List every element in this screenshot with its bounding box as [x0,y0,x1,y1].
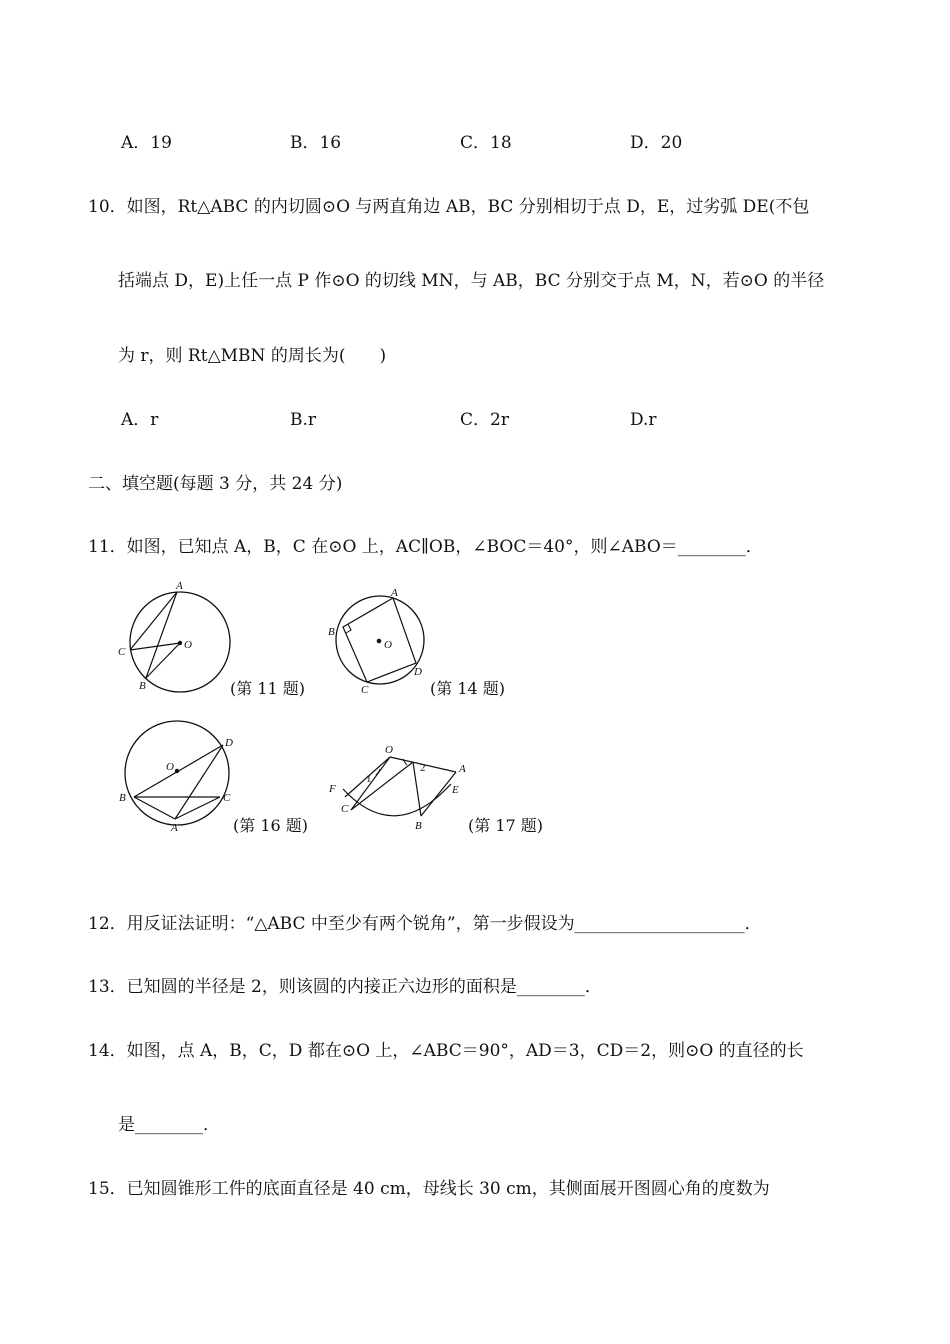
q10-line3: 为 r，则 Rt△MBN 的周长为( ) [118,346,387,366]
section-title: 二、填空题(每题 3 分，共 24 分) [88,474,343,494]
fig17-label-e: E [452,784,459,796]
fig16-label-a: A [171,822,178,834]
figure-11 [115,580,235,695]
q9-option-c: C．18 [460,133,512,153]
fig16-label-d: D [225,737,233,749]
fig11-label-c: C [118,646,126,658]
q10-option-d: D.r [630,410,657,430]
q9-option-d: D．20 [630,133,683,153]
q11-text: 11．如图，已知点 A，B，C 在⊙O 上，AC∥OB，∠BOC＝40°，则∠ABO＝________． [88,537,763,557]
fig14-caption: (第 14 题) [430,679,506,698]
fig17-label-c: C [341,803,349,815]
fig16-label-o: O [166,761,174,773]
fig11-label-o: O [184,639,192,651]
figure-16 [115,718,240,838]
fig16-label-b: B [119,792,126,804]
fig16-caption: (第 16 题) [233,816,309,835]
q9-option-a: A．19 [121,133,172,153]
figure-17 [325,740,475,835]
fig11-label-a: A [176,580,183,592]
fig14-label-o: O [384,639,392,651]
q14-line1: 14．如图，点 A，B，C，D 都在⊙O 上，∠ABC＝90°，AD＝3，CD＝2，则⊙O 的直径的长 [88,1041,804,1061]
fig17-angle-1: 1 [366,773,372,785]
fig14-label-c: C [361,684,369,696]
fig17-caption: (第 17 题) [468,816,544,835]
q14-line2: 是________． [118,1115,220,1135]
q12-text: 12．用反证法证明：“△ABC 中至少有两个锐角”，第一步假设为____________________． [88,914,762,934]
q9-option-b: B．16 [290,133,342,153]
q15-text: 15．已知圆锥形工件的底面直径是 40 cm，母线长 30 cm，其侧面展开图圆心角的度数为 [88,1179,770,1199]
fig17-label-o: O [385,744,393,756]
q10-line2: 括端点 D，E)上任一点 P 作⊙O 的切线 MN，与 AB，BC 分别交于点 M，N，若⊙O 的半径 [118,271,825,291]
fig14-label-d: D [414,666,422,678]
q10-line1: 10．如图，Rt△ABC 的内切圆⊙O 与两直角边 AB，BC 分别相切于点 D，E，过劣弧 DE(不包 [88,197,810,217]
fig11-label-b: B [139,680,146,692]
fig14-label-b: B [328,626,335,638]
q13-text: 13．已知圆的半径是 2，则该圆的内接正六边形的面积是________． [88,977,602,997]
fig11-caption: (第 11 题) [230,679,306,698]
figure-14 [325,585,435,695]
fig17-label-a: A [459,763,466,775]
fig17-label-f: F [329,783,336,795]
fig16-label-c: C [223,792,231,804]
q10-option-c: C．2r [460,410,509,430]
fig17-angle-2: 2 [420,762,426,774]
fig17-label-b: B [415,820,422,832]
fig14-label-a: A [391,587,398,599]
q10-option-a: A．r [121,410,159,430]
q10-option-b: B.r [290,410,317,430]
